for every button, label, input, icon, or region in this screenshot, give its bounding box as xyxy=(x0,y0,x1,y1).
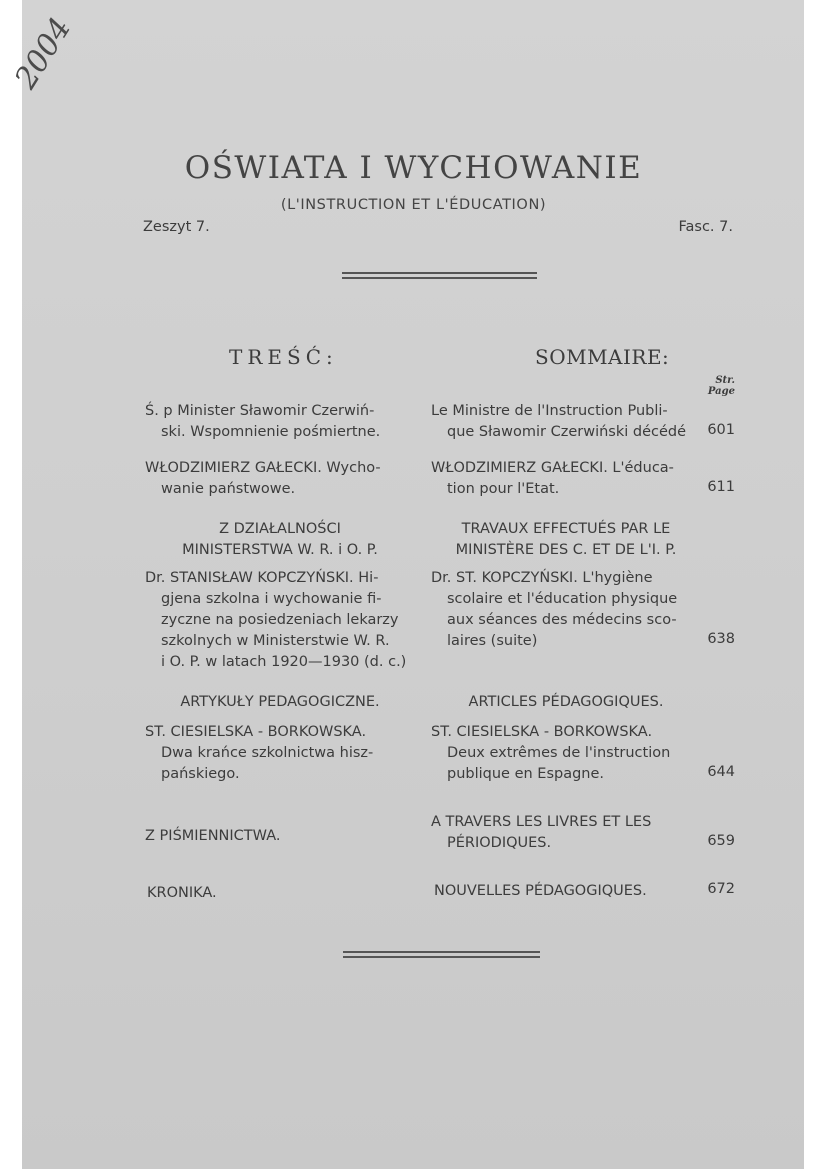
page-column-label: Str. Page xyxy=(707,375,735,397)
toc-entry-fr: NOUVELLES PÉDAGOGIQUES. xyxy=(434,883,647,899)
handwritten-note: 2004 xyxy=(8,11,79,95)
section-heading-fr: ARTICLES PÉDAGOGIQUES. xyxy=(468,694,664,710)
page-number: 672 xyxy=(707,881,735,897)
toc-entry-pl: ST. CIESIELSKA - BORKOWSKA. Dwa krańce szkolnictwa hisz- pańskiego. xyxy=(145,724,374,782)
page-number: 601 xyxy=(707,422,735,438)
toc-entry-fr: Le Ministre de l'Instruction Publi- que Sławomir Czerwiński décédé xyxy=(431,403,687,440)
toc-entry-pl: Ś. p Minister Sławomir Czerwiń- ski. Wspomnienie pośmiertne. xyxy=(145,403,381,440)
toc-entry-pl: WŁODZIMIERZ GAŁECKI. Wycho- wanie państwowe. xyxy=(145,460,381,497)
page-number: 611 xyxy=(707,479,735,495)
journal-subtitle: (L'INSTRUCTION ET L'ÉDUCATION) xyxy=(280,197,547,213)
toc-entry-pl: Z PIŚMIENNICTWA. xyxy=(145,828,281,844)
toc-entry-fr: ST. CIESIELSKA - BORKOWSKA. Deux extrêmes de l'instruction publique en Espagne. xyxy=(431,724,671,782)
issue-label-fr: Fasc. 7. xyxy=(678,219,733,235)
contents-heading-pl: TREŚĆ: xyxy=(229,345,338,369)
issue-label-pl: Zeszyt 7. xyxy=(143,219,210,235)
toc-entry-fr: A TRAVERS LES LIVRES ET LES PÉRIODIQUES. xyxy=(431,814,652,851)
section-heading-pl: Z DZIAŁALNOŚCI MINISTERSTWA W. R. i O. P. xyxy=(182,521,378,558)
toc-entry-fr: Dr. ST. KOPCZYŃSKI. L'hygiène scolaire et l'éducation physique aux séances des médecins sco- laires (suite) xyxy=(431,570,678,649)
toc-entry-pl: KRONIKA. xyxy=(147,885,217,901)
top-divider xyxy=(342,272,537,279)
page-number: 659 xyxy=(707,833,735,849)
section-heading-pl: ARTYKUŁY PEDAGOGICZNE. xyxy=(180,694,380,710)
section-heading-fr: TRAVAUX EFFECTUÉS PAR LE MINISTÈRE DES C. ET DE L'I. P. xyxy=(455,521,677,558)
toc-entry-fr: WŁODZIMIERZ GAŁECKI. L'éduca- tion pour l'Etat. xyxy=(431,460,674,497)
journal-title: OŚWIATA I WYCHOWANIE xyxy=(184,150,643,186)
bottom-divider xyxy=(343,951,540,958)
toc-entry-pl: Dr. STANISŁAW KOPCZYŃSKI. Hi- gjena szkolna i wychowanie fi- zyczne na posiedzeniach lekarzy szkolnych w Ministerstwie W. R. i O. P. w latach 1920—1930 (d. c.) xyxy=(145,570,407,670)
page-number: 638 xyxy=(707,631,735,647)
contents-heading-fr: SOMMAIRE: xyxy=(535,345,670,369)
page-number: 644 xyxy=(707,764,735,780)
